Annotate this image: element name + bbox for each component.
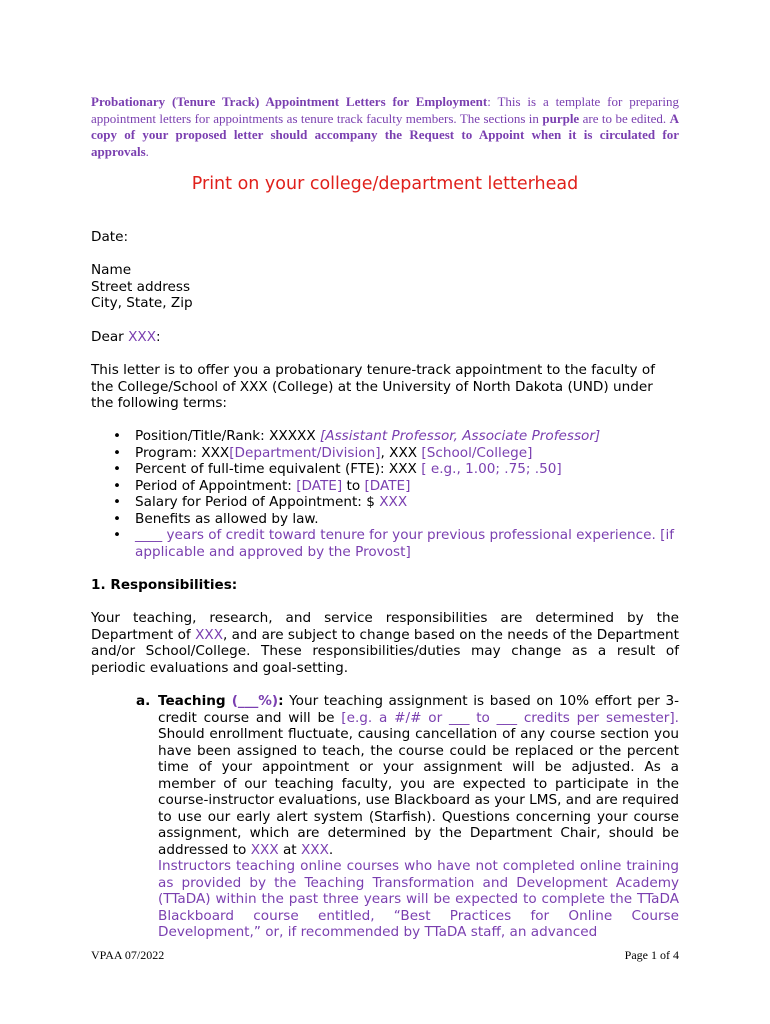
recipient-address [91,262,679,312]
teaching-text-3: at [278,841,301,858]
list-item [91,445,679,462]
section-heading-responsibilities: 1. Responsibilities: [91,577,238,593]
term-program-mid: , XXX [380,444,422,461]
responsibilities-department: XXX [195,626,224,643]
teaching-credits-edit: [e.g. a #/# or ___ to ___ credits per semester]. [341,709,679,726]
teaching-text: Your teaching assignment is based on 10% effort per 3-credit course and will be [158,693,680,726]
teaching-contact-edit: XXX [250,841,279,858]
instructions-text: : This is a template for preparing appointment letters for appointments as tenure track faculty members. The sections in [91,94,679,126]
list-item [91,428,679,445]
term-salary-label: Salary for Period of Appointment: $ [135,494,380,510]
term-program-department: [Department/Division] [229,444,381,461]
responsibilities-text: Your teaching, research, and service responsibilities are determined by the Department of [91,610,679,643]
bullet-icon: • [113,510,122,527]
instructions-approval-note: A copy of your proposed letter should accompany the Request to Appoint when it is circulated for approvals [91,110,680,159]
salutation-suffix: : [156,329,161,345]
responsibilities-text-2: , and are subject to change based on the needs of the Department and/or School/College. These responsibilities/duties may change as a result of periodic evaluations and goal-setting. [91,626,679,676]
term-fte-edit: [ e.g., 1.00; .75; .50] [421,461,562,477]
instructions-text-2: are to be edited. [579,110,670,126]
teaching-colon: : [278,693,284,709]
term-position-label: Position/Title/Rank: XXXXX [135,428,320,444]
footer-page-number: Page 1 of 4 [624,948,679,962]
teaching-marker: a. [136,693,151,709]
teaching-text-2: Should enrollment fluctuate, causing cancellation of any course section you have been assigned to teach, the course could be replaced or the percent time of your appointment or your assignment will be adjusted. As a member of our teaching faculty, you are expected to participate in the course-instructor evaluations, use Blackboard as your LMS, and are required to use our early alert system (Starfish). Questions concerning your course assignment, which are determined by the Department Chair, should be addressed to [158,726,679,858]
bullet-icon: • [113,494,122,510]
instructions-period: . [145,143,149,159]
term-period-mid: to [342,477,365,494]
recipient-name: Name [91,262,132,278]
teaching-percent: (___%) [225,693,279,709]
bullet-icon: • [113,428,122,444]
list-item [91,461,679,478]
list-item [91,478,679,495]
footer-version: VPAA 07/2022 [91,948,165,962]
appointment-terms-list [91,428,679,560]
bullet-icon: • [113,461,122,477]
recipient-city: City, State, Zip [91,295,193,311]
list-item [91,511,679,528]
teaching-title: Teaching [158,693,226,709]
online-training-text: Instructors teaching online courses who have not completed online training as provided by the Teaching Transformation and Development Academy (TTaDA) within the past three years will be expected to complete the TTaDA Blackboard course entitled, “Best Practices for Online Course Development,” or, if recommended by TTaDA staff, an advanced [158,858,679,940]
term-position-edit: [Assistant Professor, Associate Professor] [319,428,601,444]
teaching-contact-edit-2: XXX [300,841,329,858]
teaching-subsection [136,693,679,941]
salutation-name: XXX [128,329,157,345]
responsibilities-paragraph [91,610,679,676]
term-program-label: Program: XXX [135,444,230,461]
list-item [91,527,679,560]
template-instructions [91,94,679,160]
list-item [91,494,679,511]
offer-paragraph: This letter is to offer you a probationary tenure-track appointment to the faculty of the College/School of XXX (College) at the University of North Dakota (UND) under the following terms: [91,362,656,411]
bullet-icon: • [113,477,122,494]
recipient-street: Street address [91,278,191,295]
bullet-icon: • [113,527,122,543]
instructions-purple-word: purple [542,110,580,126]
instructions-title: Probationary (Tenure Track) Appointment Letters for Employment [91,94,488,109]
salutation-prefix: Dear [91,329,129,345]
bullet-icon: • [113,444,122,461]
letterhead-placeholder: Print on your college/department letterhead [191,174,579,194]
term-period-end: [DATE] [364,477,411,494]
teaching-text-4: . [328,841,334,858]
term-period-start: [DATE] [296,477,343,494]
date-label: Date: [91,229,129,245]
term-benefits: Benefits as allowed by law. [135,510,319,527]
teaching-paragraph [136,693,679,941]
salutation [91,329,679,346]
term-program-school: [School/College] [421,444,533,461]
term-salary-edit: XXX [379,494,408,510]
term-tenure-credit: ____ years of credit toward tenure for your previous professional experience. [if applicable and approved by the Provost] [135,527,675,560]
term-fte-label: Percent of full-time equivalent (FTE): XXX [135,461,422,477]
term-period-label: Period of Appointment: [135,477,297,494]
